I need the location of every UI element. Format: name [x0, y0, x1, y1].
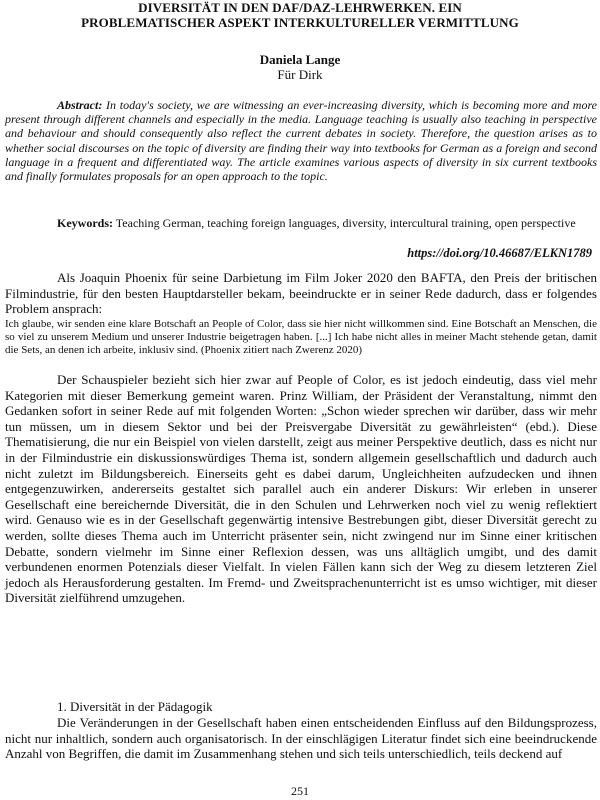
block-quote: Ich glaube, wir senden eine klare Botschaft an People of Color, dass sie hier nicht willkommen sind. Eine Botschaft an Menschen, die so viel zu unserem Medium und unserer Industrie beigetragen haben. [...] Ich habe nicht alles in meiner Macht stehende getan, damit die Sets, an denen ich arbeite, inklusiv sind. (Phoenix zitiert nach Zwerenz 2020): [5, 318, 597, 357]
body-paragraph-2: Der Schauspieler bezieht sich hier zwar auf People of Color, es ist jedoch eindeutig, dass viel mehr Kategorien mit dieser Bemerkung gemeint waren. Prinz William, der Präsident der Veranstaltung, nimmt den Gedanken sofort in seiner Rede auf mit folgenden Worten: „Schon wieder sprechen wir darüber, dass wir mehr tun müssen, um in diesem Sektor und bei der Preisvergabe Diversität zu gewährleisten“ (ebd.). Diese Thematisierung, die nur ein Beispiel von vielen darstellt, zeigt aus meiner Perspektive deutlich, dass es nicht nur in der Filmindustrie ein diskussionswürdiges Thema ist, sondern allgemein gesellschaftlich und dadurch auch nicht zuletzt im Bildungsbereich. Einerseits geht es dabei darum, Ungleichheiten aufzudecken und ihnen entgegenzuwirken, andererseits gestaltet sich parallel auch ein anderer Diskurs: Wir erleben in unserer Gesellschaft eine bereichernde Diversität, die in den Schulen und Lehrwerken noch viel zu wenig reflektiert wird. Genauso wie es in der Gesellschaft gegenwärtig intensive Bestrebungen gibt, dieser Diversität gerecht zu werden, sollte dieses Thema auch im Unterricht präsenter sein, nicht zwingend nur im Sinne einer kritischen Debatte, sondern vielmehr im Sinne einer Reflexion dessen, was uns alltäglich umgibt, und des damit verbundenen enormen Potenzials dieser Vielfalt. In vielen Fällen kann sich der Weg zu diesem letzteren Ziel jedoch als Herausforderung gestalten. Im Fremd- und Zweitsprachenunterricht ist es umso wichtiger, mit dieser Diversität zielführend umzugehen.: [5, 372, 597, 606]
abstract-text: In today's society, we are witnessing an ever-increasing diversity, which is becoming more and more present through different channels and especially in the media. Language teaching is usually also teaching in perspective and behaviour and should consequently also reflect the current debates in society. Therefore, the question arises as to whether social discourses on the topic of diversity are finding their way into textbooks for German as a foreign and second language in a frequent and differentiated way. The article examines various aspects of diversity in six current textbooks and finally formulates proposals for an open approach to the topic.: [5, 98, 597, 184]
paper-title-line2: PROBLEMATISCHER ASPEKT INTERKULTURELLER VERMITTLUNG: [81, 15, 519, 30]
page-number: 251: [291, 784, 309, 798]
body-paragraph-3: Die Veränderungen in der Gesellschaft haben einen entscheidenden Einfluss auf den Bildungsprozess, nicht nur inhaltlich, sondern auch organisatorisch. In der einschlägigen Literatur findet sich eine beeindruckende Anzahl von Begriffen, die damit im Zusammenhang stehen und sich teils unterschiedlich, teils deckend auf: [5, 715, 597, 762]
body-paragraph-1: Als Joaquin Phoenix für seine Darbietung im Film Joker 2020 den BAFTA, den Preis der britischen Filmindustrie, für den besten Hauptdarsteller bekam, beeindruckte er in seiner Rede dadurch, dass er folgendes Problem ansprach:: [5, 270, 597, 317]
paper-title-line1: DIVERSITÄT IN DEN DAF/DAZ-LEHRWERKEN. EIN: [138, 0, 462, 15]
keywords-label: Keywords:: [57, 216, 113, 230]
keywords-text: Teaching German, teaching foreign languages, diversity, intercultural training, open perspective: [115, 216, 576, 230]
dedication: Für Dirk: [277, 67, 323, 82]
abstract-label: Abstract:: [57, 98, 103, 112]
doi-link[interactable]: https://doi.org/10.46687/ELKN1789: [407, 246, 592, 260]
keywords: [5, 216, 597, 230]
section-heading: 1. Diversität in der Pädagogik: [57, 699, 213, 714]
abstract: [5, 98, 597, 183]
author-name: Daniela Lange: [259, 52, 341, 67]
